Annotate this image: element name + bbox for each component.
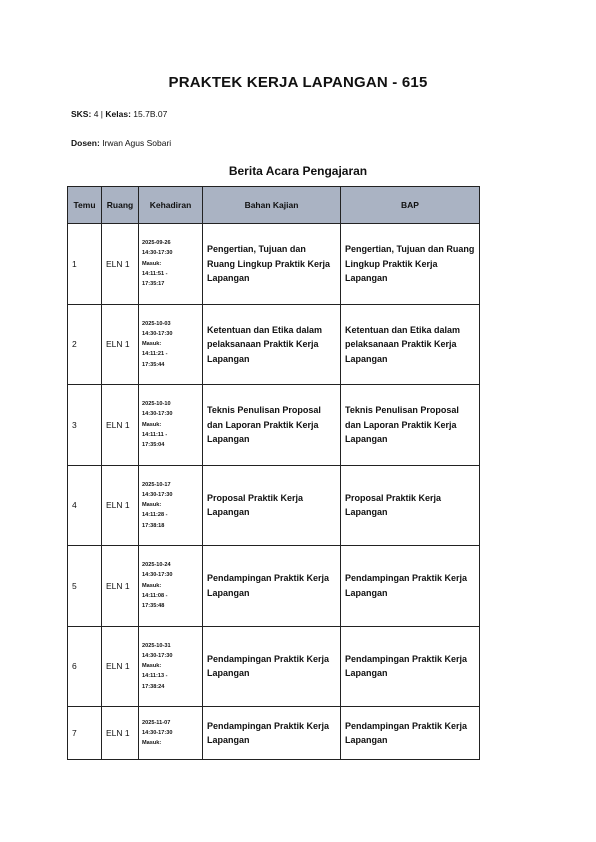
column-header-bahan-kajian: Bahan Kajian	[203, 187, 341, 224]
kehadiran-masuk: 14:11:21 -	[142, 351, 168, 358]
table-header-row	[68, 187, 480, 224]
cell-ruang: ELN 1	[102, 224, 139, 305]
cell-kehadiran	[139, 385, 203, 466]
kehadiran-keluar: 17:38:18	[142, 522, 165, 529]
kehadiran-time: 14:30-17:30	[142, 330, 173, 337]
cell-bap: Teknis Penulisan Proposal dan Laporan Praktik Kerja Lapangan	[341, 385, 480, 466]
kehadiran-date: 2025-10-10	[142, 401, 171, 408]
column-header-bap: BAP	[341, 187, 480, 224]
cell-kehadiran	[139, 626, 203, 707]
cell-bahan-kajian: Teknis Penulisan Proposal dan Laporan Praktik Kerja Lapangan	[203, 385, 341, 466]
cell-ruang: ELN 1	[102, 546, 139, 627]
meta-separator: |	[100, 109, 104, 119]
kehadiran-masuk: 14:11:13 -	[142, 673, 168, 680]
cell-bap: Proposal Praktik Kerja Lapangan	[341, 465, 480, 546]
kehadiran-time: 14:30-17:30	[142, 572, 173, 579]
kehadiran-time: 14:30-17:30	[142, 729, 173, 736]
kehadiran-time: 14:30-17:30	[142, 250, 173, 257]
cell-temu: 2	[68, 304, 102, 385]
cell-bahan-kajian: Pengertian, Tujuan dan Ruang Lingkup Praktik Kerja Lapangan	[203, 224, 341, 305]
kehadiran-masuk-label: Masuk:	[142, 663, 162, 670]
cell-bap: Pendampingan Praktik Kerja Lapangan	[341, 626, 480, 707]
kehadiran-date: 2025-10-17	[142, 481, 171, 488]
cell-temu: 1	[68, 224, 102, 305]
cell-bahan-kajian: Pendampingan Praktik Kerja Lapangan	[203, 707, 341, 760]
dosen-value: Irwan Agus Sobari	[102, 138, 172, 148]
kehadiran-time: 14:30-17:30	[142, 652, 173, 659]
dosen-label: Dosen:	[71, 138, 100, 148]
cell-temu: 5	[68, 546, 102, 627]
cell-bap: Pendampingan Praktik Kerja Lapangan	[341, 546, 480, 627]
kelas-value: 15.7B.07	[133, 109, 168, 119]
section-title: Berita Acara Pengajaran	[228, 164, 368, 178]
kehadiran-masuk: 14:11:11 -	[142, 431, 168, 438]
cell-ruang: ELN 1	[102, 626, 139, 707]
kehadiran-date: 2025-10-03	[142, 320, 171, 327]
kehadiran-masuk-label: Masuk:	[142, 260, 162, 267]
table-row	[68, 385, 480, 466]
attendance-table	[67, 186, 480, 760]
column-header-kehadiran: Kehadiran	[139, 187, 203, 224]
table-row	[68, 224, 480, 305]
cell-ruang: ELN 1	[102, 385, 139, 466]
cell-temu: 6	[68, 626, 102, 707]
sks-label: SKS:	[71, 109, 92, 119]
cell-bahan-kajian: Pendampingan Praktik Kerja Lapangan	[203, 626, 341, 707]
cell-temu: 3	[68, 385, 102, 466]
cell-kehadiran	[139, 546, 203, 627]
kehadiran-date: 2025-10-24	[142, 562, 171, 569]
kelas-label: Kelas:	[105, 109, 131, 119]
table-row	[68, 707, 480, 760]
kehadiran-date: 2025-10-31	[142, 642, 171, 649]
kehadiran-masuk: 14:11:51 -	[142, 270, 168, 277]
table-row	[68, 304, 480, 385]
column-header-ruang: Ruang	[102, 187, 139, 224]
course-meta	[71, 109, 167, 119]
kehadiran-time: 14:30-17:30	[142, 491, 173, 498]
cell-temu: 7	[68, 707, 102, 760]
cell-bap: Ketentuan dan Etika dalam pelaksanaan Praktik Kerja Lapangan	[341, 304, 480, 385]
table-row	[68, 465, 480, 546]
cell-ruang: ELN 1	[102, 465, 139, 546]
kehadiran-masuk: 14:11:08 -	[142, 592, 168, 599]
cell-kehadiran	[139, 224, 203, 305]
kehadiran-date: 2025-11-07	[142, 719, 171, 726]
kehadiran-keluar: 17:35:17	[142, 281, 165, 288]
table-row	[68, 546, 480, 627]
cell-bahan-kajian: Pendampingan Praktik Kerja Lapangan	[203, 546, 341, 627]
cell-ruang: ELN 1	[102, 707, 139, 760]
sks-value: 4	[93, 109, 99, 119]
kehadiran-masuk: 14:11:28 -	[142, 512, 168, 519]
kehadiran-masuk-label: Masuk:	[142, 502, 162, 509]
cell-bahan-kajian: Proposal Praktik Kerja Lapangan	[203, 465, 341, 546]
kehadiran-keluar: 17:35:48	[142, 603, 165, 610]
cell-ruang: ELN 1	[102, 304, 139, 385]
cell-kehadiran	[139, 707, 203, 760]
kehadiran-date: 2025-09-26	[142, 240, 171, 247]
lecturer-meta	[71, 138, 171, 148]
kehadiran-masuk-label: Masuk:	[142, 421, 162, 428]
cell-bap: Pengertian, Tujuan dan Ruang Lingkup Praktik Kerja Lapangan	[341, 224, 480, 305]
table-row	[68, 626, 480, 707]
kehadiran-masuk-label: Masuk:	[142, 582, 162, 589]
kehadiran-keluar: 17:35:04	[142, 442, 165, 449]
kehadiran-time: 14:30-17:30	[142, 411, 173, 418]
kehadiran-masuk-label: Masuk:	[142, 341, 162, 348]
cell-bap: Pendampingan Praktik Kerja Lapangan	[341, 707, 480, 760]
kehadiran-masuk-label: Masuk:	[142, 740, 162, 747]
cell-kehadiran	[139, 304, 203, 385]
kehadiran-keluar: 17:38:24	[142, 683, 165, 690]
column-header-temu: Temu	[68, 187, 102, 224]
cell-kehadiran	[139, 465, 203, 546]
page-title: PRAKTEK KERJA LAPANGAN - 615	[168, 74, 428, 91]
cell-bahan-kajian: Ketentuan dan Etika dalam pelaksanaan Praktik Kerja Lapangan	[203, 304, 341, 385]
kehadiran-keluar: 17:35:44	[142, 361, 165, 368]
cell-temu: 4	[68, 465, 102, 546]
